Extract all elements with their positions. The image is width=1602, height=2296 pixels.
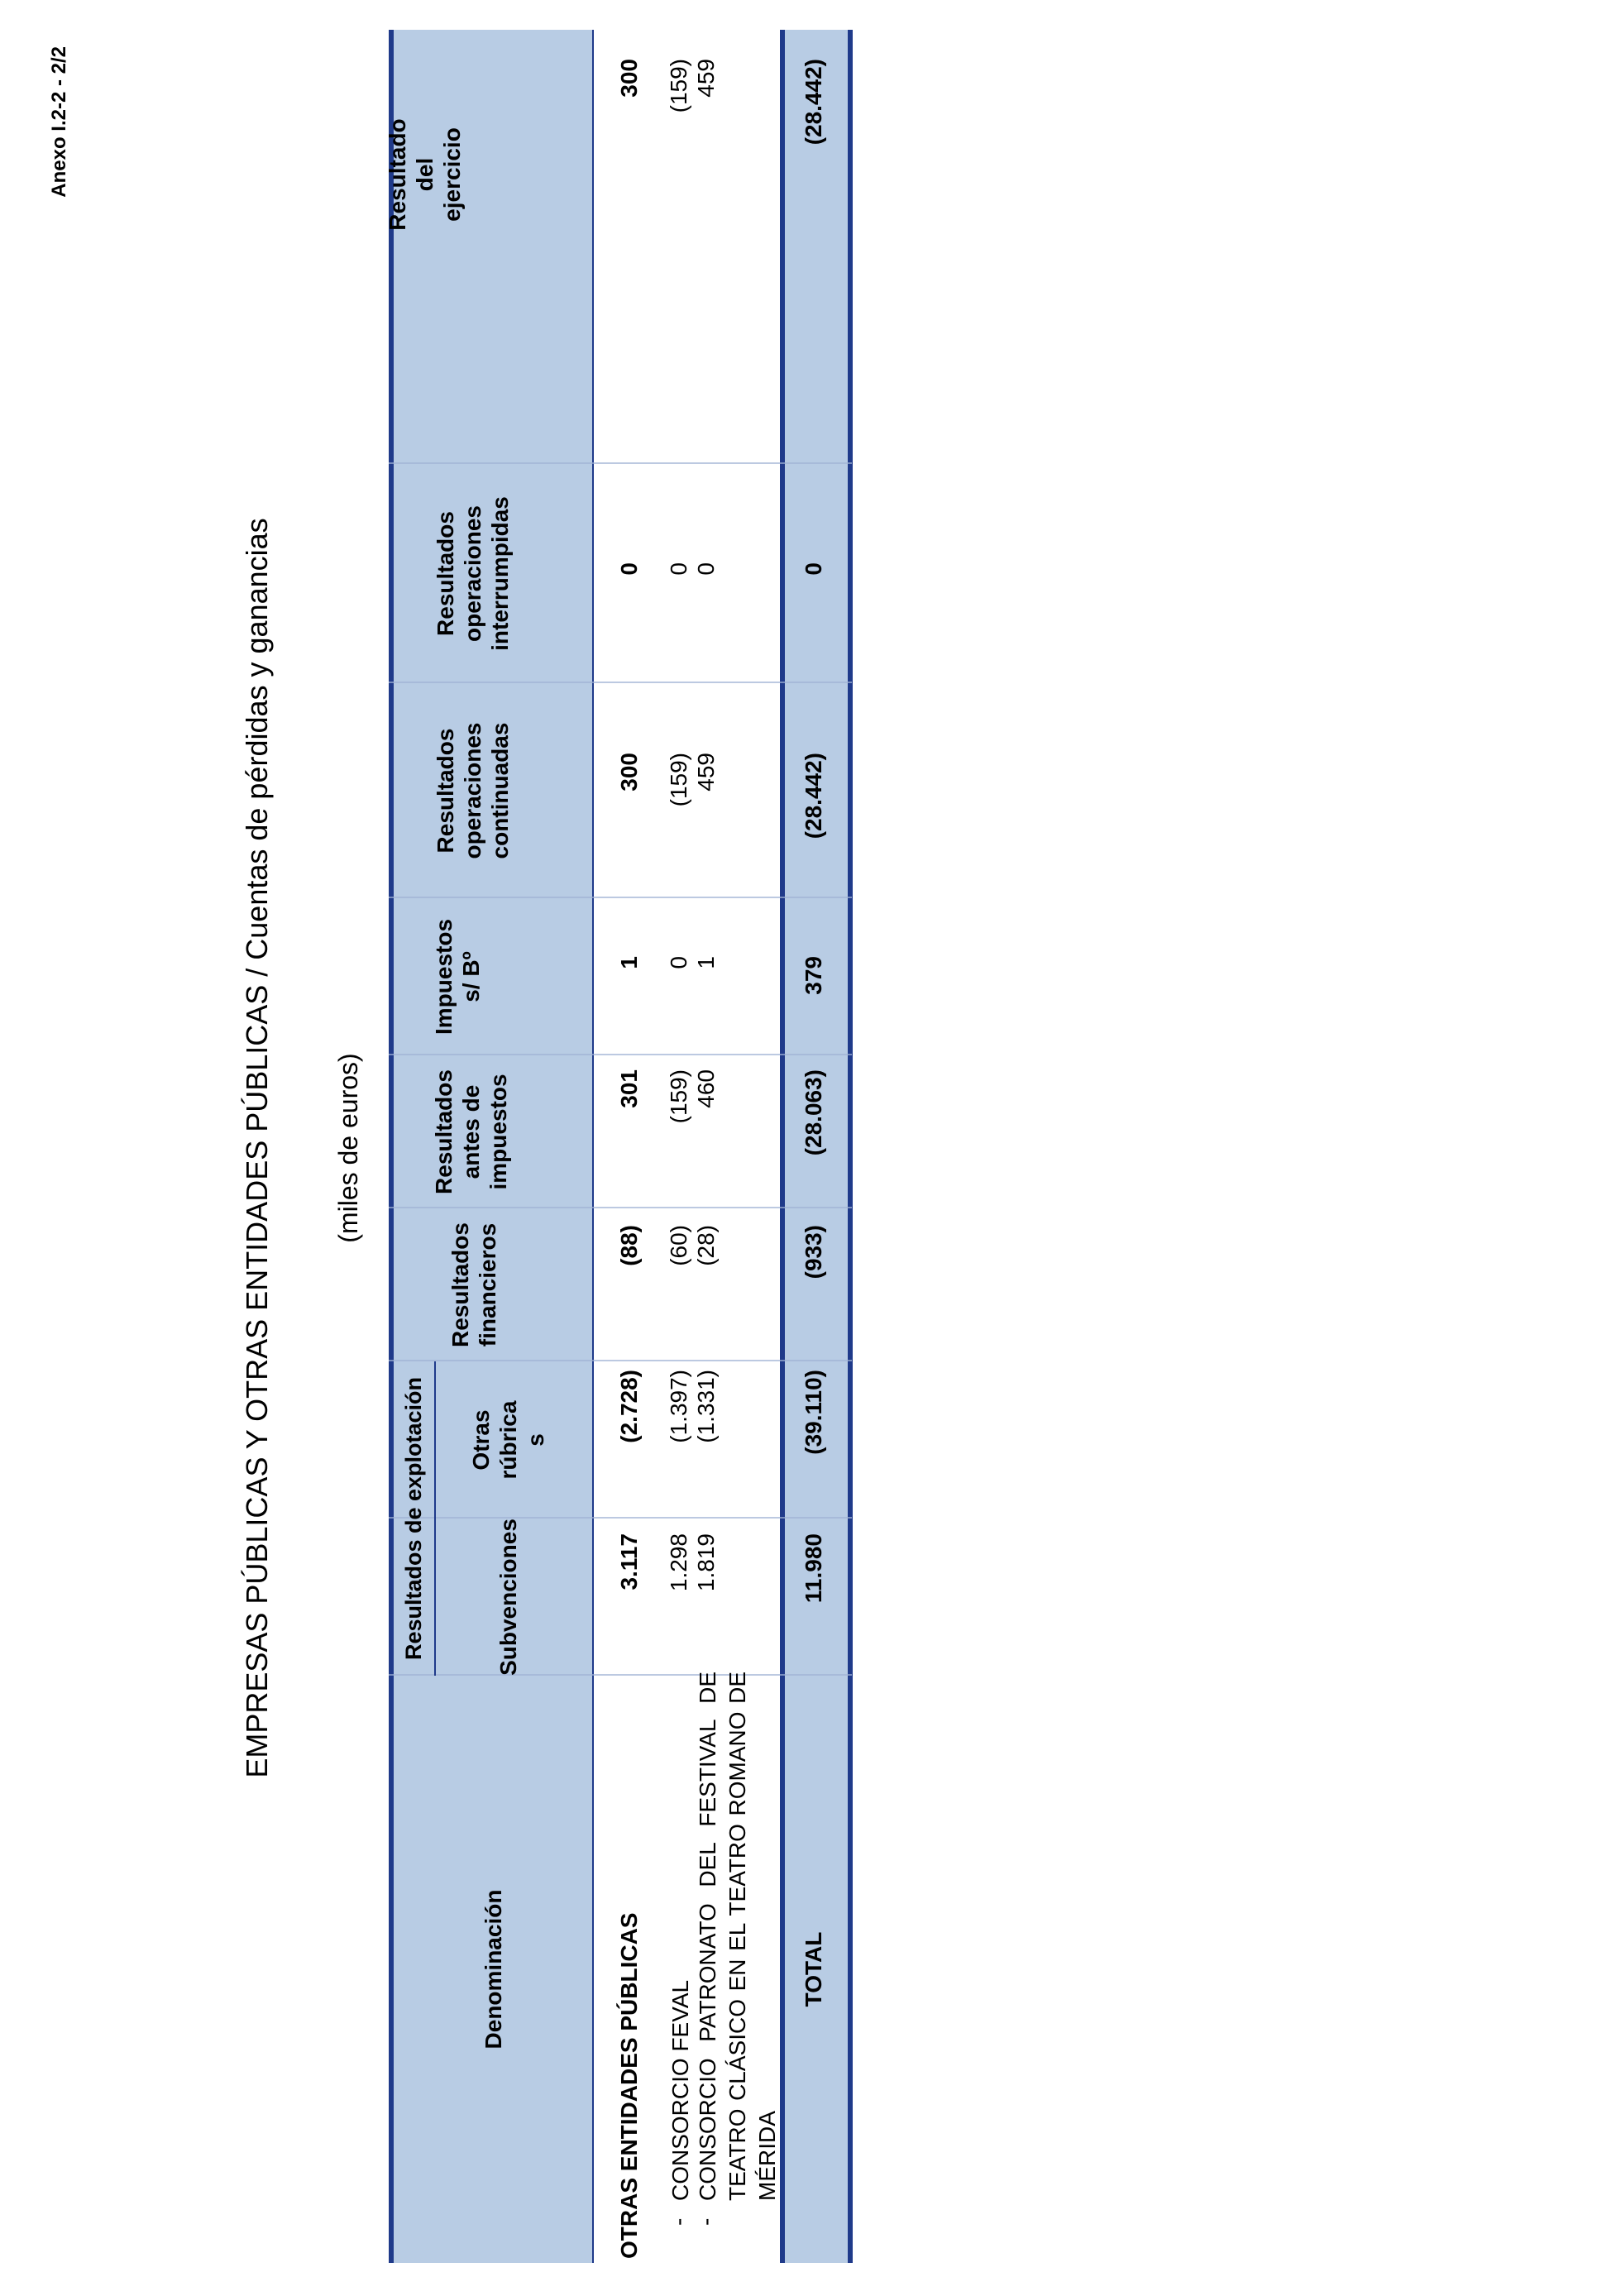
cell-interrumpidas: 0 (666, 562, 691, 576)
row-bullet: - (666, 2217, 691, 2226)
col-header-denominacion: Denominación (481, 1889, 506, 2050)
units-label: (miles de euros) (333, 1053, 363, 1243)
section-interrumpidas: 0 (616, 562, 642, 576)
cell-ejercicio: (159) (666, 59, 691, 113)
cell-antes: (159) (666, 1069, 691, 1124)
total-subvenciones: 11.980 (801, 1533, 826, 1604)
col-header-subvenciones: Subvenciones (495, 1519, 521, 1676)
cell-continuadas: 459 (693, 753, 719, 792)
header-bottom-rule (592, 30, 594, 2263)
cell-financieros: (28) (693, 1225, 719, 1266)
cell-impuestos: 1 (693, 956, 719, 969)
cell-otras: (1.397) (666, 1370, 691, 1443)
cell-financieros: (60) (666, 1225, 691, 1266)
total-otras: (39.110) (801, 1370, 826, 1455)
section-continuadas: 300 (616, 753, 642, 792)
document-title: EMPRESAS PÚBLICAS Y OTRAS ENTIDADES PÚBLICAS / Cuentas de pérdidas y ganancias (240, 518, 274, 1778)
group-header-explotacion: Resultados de explotación (401, 1376, 426, 1661)
cell-continuadas: (159) (666, 753, 691, 807)
total-continuadas: (28.442) (801, 753, 826, 839)
col-header-financieros: Resultados financieros (447, 1222, 500, 1347)
col-header-interrumpidas: Resultados operaciones interrumpidas (433, 496, 513, 651)
row-bullet: - (693, 2217, 719, 2226)
section-ejercicio: 300 (616, 59, 642, 98)
col-header-otras: Otras rúbrica s (468, 1400, 548, 1480)
total-financieros: (933) (801, 1225, 826, 1280)
section-impuestos: 1 (616, 956, 642, 969)
total-antes: (28.063) (801, 1069, 826, 1156)
cell-interrumpidas: 0 (693, 562, 719, 576)
section-subvenciones: 3.117 (616, 1533, 642, 1590)
cell-otras: (1.331) (693, 1370, 719, 1443)
cell-subvenciones: 1.298 (666, 1533, 691, 1592)
bottom-rule (848, 30, 853, 2263)
total-impuestos: 379 (801, 956, 826, 995)
cell-subvenciones: 1.819 (693, 1533, 719, 1592)
col-header-continuadas: Resultados operaciones continuadas (433, 722, 513, 859)
total-label: TOTAL (801, 1931, 826, 2007)
group-header-underline (434, 1361, 436, 1676)
total-interrumpidas: 0 (801, 562, 826, 576)
annex-label: Anexo I.2-2 - 2/2 (48, 46, 70, 198)
col-header-ejercicio: Resultado del ejercicio (385, 118, 465, 231)
cell-antes: 460 (693, 1069, 719, 1108)
col-header-impuestos: Impuestos s/ Bº (431, 918, 484, 1036)
results-table (385, 30, 852, 2263)
col-header-antes-impuestos: Resultados antes de impuestos (431, 1069, 511, 1194)
section-otras: (2.728) (616, 1370, 642, 1443)
section-label: OTRAS ENTIDADES PÚBLICAS (616, 1912, 642, 2259)
entity-name: CONSORCIO PATRONATO DEL FESTIVAL DE TEATRO CLÁSICO EN EL TEATRO ROMANO DE MÉRIDA (695, 1672, 780, 2201)
cell-impuestos: 0 (666, 956, 691, 969)
section-financieros: (88) (616, 1225, 642, 1266)
total-ejercicio: (28.442) (801, 59, 826, 146)
section-antes: 301 (616, 1069, 642, 1108)
cell-ejercicio: 459 (693, 59, 719, 98)
entity-name: CONSORCIO FEVAL (667, 1979, 693, 2201)
